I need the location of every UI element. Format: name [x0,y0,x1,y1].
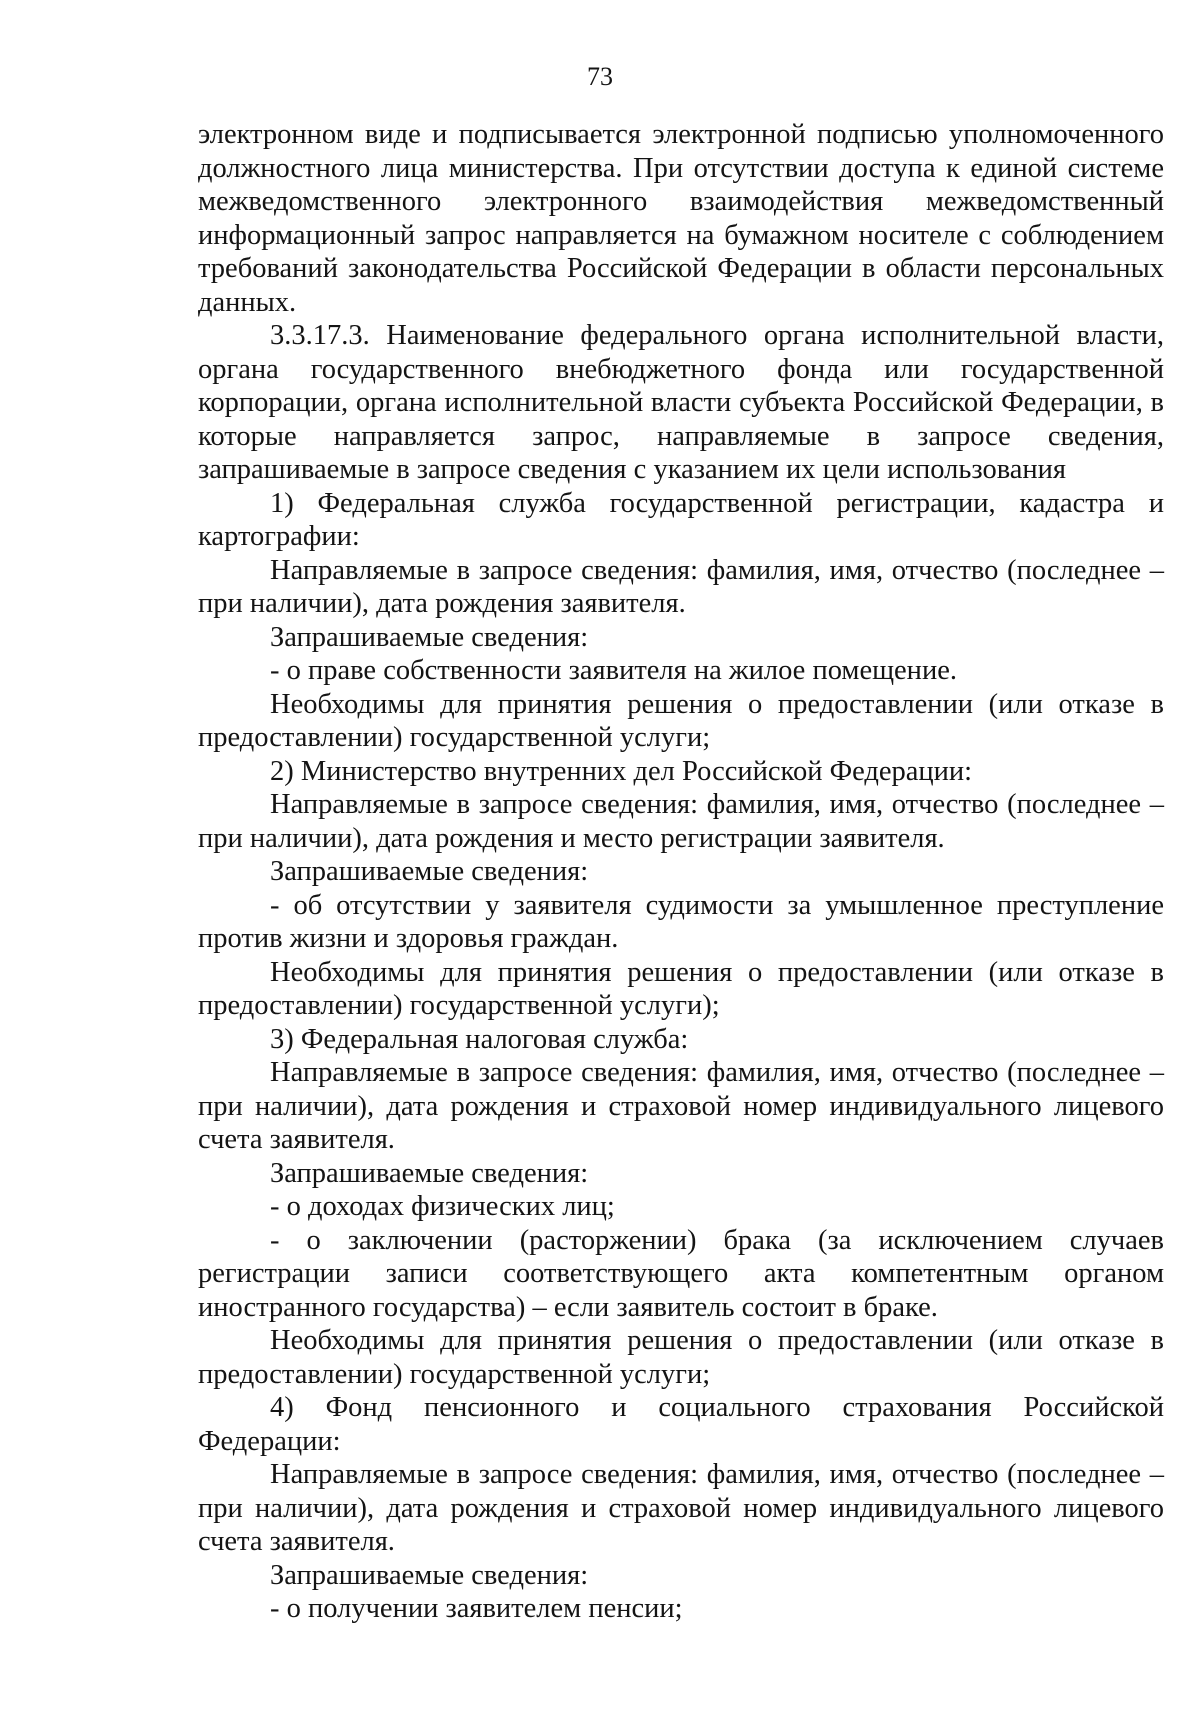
paragraph: Направляемые в запросе сведения: фамилия, имя, отчество (последнее – при наличии), дата рождения и место регистрации заявителя. [198,789,1164,854]
paragraph: - о праве собственности заявителя на жилое помещение. [270,655,957,686]
paragraph: Необходимы для принятия решения о предоставлении (или отказе в предоставлении) государственной услуги; [198,1325,1164,1390]
paragraph: Запрашиваемые сведения: [270,1157,589,1189]
list-item-agency-2: 2) Министерство внутренних дел Российской Федерации: [270,755,973,787]
page-number: 73 [587,62,613,91]
paragraph: - об отсутствии у заявителя судимости за умышленное преступление против жизни и здоровья граждан. [198,889,1164,954]
paragraph: - о получении заявителем пенсии; [270,1593,683,1624]
paragraph: Направляемые в запросе сведения: фамилия, имя, отчество (последнее – при наличии), дата рождения и страховой номер индивидуального лицевого счета заявителя. [198,1459,1164,1557]
list-item-agency-4: 4) Фонд пенсионного и социального страхования Российской Федерации: [198,1392,1164,1457]
paragraph: Направляемые в запросе сведения: фамилия, имя, отчество (последнее – при наличии), дата рождения заявителя. [198,554,1164,619]
list-item-agency-3: 3) Федеральная налоговая служба: [270,1023,689,1055]
paragraph: Запрашиваемые сведения: [270,1559,589,1591]
paragraph: Необходимы для принятия решения о предоставлении (или отказе в предоставлении) государственной услуги); [198,956,1164,1021]
paragraph: - о заключении (расторжении) брака (за исключением случаев регистрации записи соответствующего акта компетентным органом иностранного государства) – если заявитель состоит в браке. [198,1224,1164,1323]
paragraph: Запрашиваемые сведения: [270,621,589,653]
section-heading-paragraph: 3.3.17.3. Наименование федерального органа исполнительной власти, органа государственного внебюджетного фонда или государственной корпорации, органа исполнительной власти субъекта Российской Федерации, в которые направляется запрос, направляемые в запросе сведения, запрашиваемые в запросе сведения с указанием их цели использования [198,320,1164,485]
paragraph: Запрашиваемые сведения: [270,856,589,887]
document-body [198,118,1164,1626]
paragraph: Необходимы для принятия решения о предоставлении (или отказе в предоставлении) государственной услуги; [198,688,1164,753]
paragraph: электронном виде и подписывается электронной подписью уполномоченного должностного лица министерства. При отсутствии доступа к единой системе межведомственного электронного взаимодействия межведомственный информационный запрос направляется на бумажном носителе с соблюдением требований законодательства Российской Федерации в области персональных данных. [198,119,1164,318]
paragraph: Направляемые в запросе сведения: фамилия, имя, отчество (последнее – при наличии), дата рождения и страховой номер индивидуального лицевого счета заявителя. [198,1057,1164,1155]
list-item-agency-1: 1) Федеральная служба государственной регистрации, кадастра и картографии: [198,487,1164,552]
paragraph: - о доходах физических лиц; [270,1191,615,1222]
